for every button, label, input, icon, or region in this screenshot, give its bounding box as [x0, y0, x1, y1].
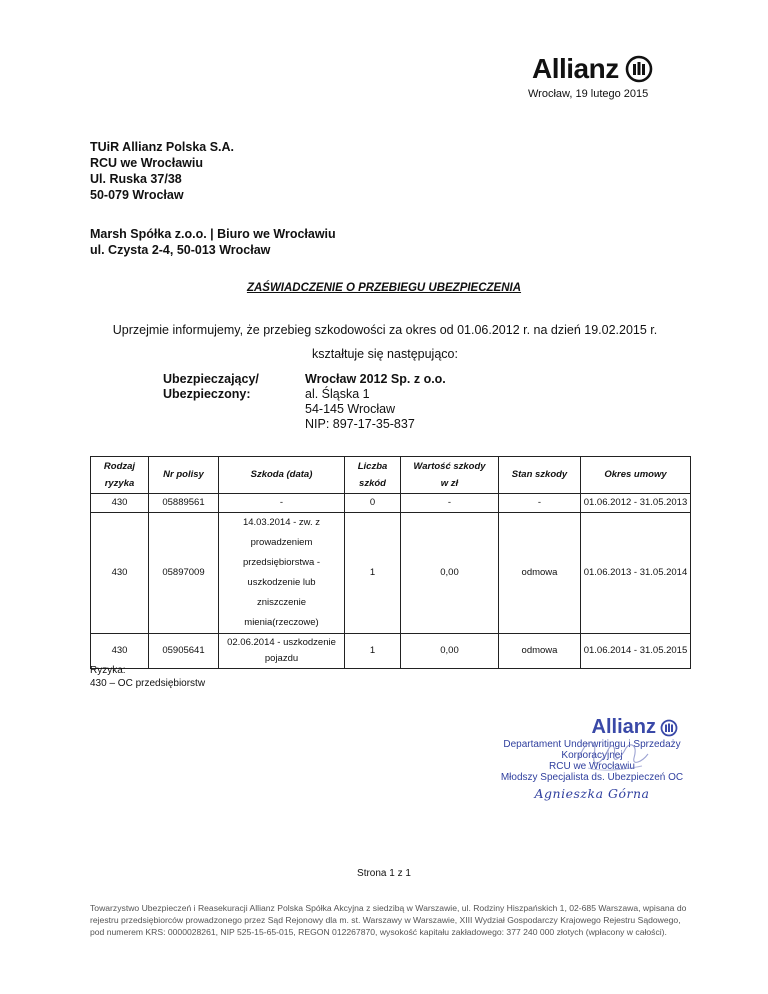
- insured-details: [305, 372, 446, 432]
- cell-rodzaj: 430: [91, 513, 149, 634]
- table-header-row: [91, 457, 691, 494]
- szkoda-line: 02.06.2014 - uszkodzenie: [227, 637, 336, 648]
- recipient-address: [90, 226, 336, 258]
- szkoda-line: pojazdu: [264, 653, 299, 664]
- header-stan-szkody: Stan szkody: [499, 457, 581, 494]
- recipient-line: Marsh Spółka z.o.o. | Biuro we Wrocławiu: [90, 227, 336, 241]
- cell-polisa: 05897009: [149, 513, 219, 634]
- stamp-position: Młodszy Specjalista ds. Ubezpieczeń OC: [500, 772, 684, 783]
- stamp-department: Departament Underwritingu i Sprzedaży Korporacyjnej: [503, 739, 681, 761]
- handwritten-signature: [568, 728, 652, 780]
- sender-address: [90, 139, 234, 203]
- risk-label: Ryzyka:: [90, 665, 126, 676]
- cell-liczba: 1: [345, 513, 401, 634]
- risk-value: 430 – OC przedsiębiorstw: [90, 678, 206, 689]
- szkoda-line: przedsiębiorstwa -: [242, 557, 321, 568]
- cell-wartosc: -: [401, 494, 499, 513]
- header-okres-umowy: Okres umowy: [581, 457, 691, 494]
- cell-wartosc: 0,00: [401, 513, 499, 634]
- recipient-line: ul. Czysta 2-4, 50-013 Wrocław: [90, 243, 271, 257]
- cell-rodzaj: 430: [91, 494, 149, 513]
- header-rodzaj-ryzyka: Rodzaj ryzyka: [91, 457, 149, 494]
- table-row: [91, 513, 691, 634]
- claims-table: [90, 456, 691, 669]
- cell-wartosc: 0,00: [401, 634, 499, 669]
- sender-line: Ul. Ruska 37/38: [90, 172, 182, 186]
- cell-polisa: 05889561: [149, 494, 219, 513]
- allianz-logo: [532, 53, 653, 85]
- cell-rodzaj: 430: [91, 634, 149, 669]
- stamp-eagle-icon: [660, 719, 678, 737]
- cell-polisa: 05905641: [149, 634, 219, 669]
- cell-okres: 01.06.2012 - 31.05.2013: [581, 494, 691, 513]
- cell-szkoda: -: [219, 494, 345, 513]
- stamp-unit: RCU we Wrocławiu: [549, 761, 635, 772]
- insured-label: [163, 372, 259, 402]
- allianz-eagle-icon: [625, 55, 653, 83]
- insured-nip: NIP: 897-17-35-837: [305, 417, 415, 431]
- risk-legend: [90, 664, 205, 690]
- cell-szkoda: [219, 513, 345, 634]
- szkoda-line: zniszczenie: [256, 597, 307, 608]
- intro-paragraph: Uprzejmie informujemy, że przebieg szkodowości za okres od 01.06.2012 r. na dzień 19.02.2015 r. kształtuje się następująco:: [112, 323, 658, 361]
- insured-label-line: Ubezpieczający/: [163, 372, 259, 386]
- sender-line: TUiR Allianz Polska S.A.: [90, 140, 235, 154]
- szkoda-line: prowadzeniem: [250, 537, 313, 548]
- stamp-person-name: Agnieszka Górna: [534, 786, 650, 801]
- cell-stan: odmowa: [499, 513, 581, 634]
- page-number: Strona 1 z 1: [357, 868, 411, 879]
- header-nr-polisy: Nr polisy: [149, 457, 219, 494]
- document-title: ZAŚWIADCZENIE O PRZEBIEGU UBEZPIECZENIA: [246, 282, 522, 294]
- logo-wordmark: Allianz: [532, 53, 619, 84]
- letter-date: Wrocław, 19 lutego 2015: [528, 88, 649, 100]
- cell-stan: -: [499, 494, 581, 513]
- cell-liczba: 0: [345, 494, 401, 513]
- cell-stan: odmowa: [499, 634, 581, 669]
- cell-okres: 01.06.2014 - 31.05.2015: [581, 634, 691, 669]
- szkoda-line: uszkodzenie lub: [247, 577, 316, 588]
- cell-liczba: 1: [345, 634, 401, 669]
- insured-label-line: Ubezpieczony:: [163, 387, 251, 401]
- szkoda-line: 14.03.2014 - zw. z: [242, 517, 321, 528]
- sender-line: 50-079 Wrocław: [90, 188, 184, 202]
- insured-address-line: al. Śląska 1: [305, 387, 370, 401]
- legal-footer: Towarzystwo Ubezpieczeń i Reasekuracji Allianz Polska Spółka Akcyjna z siedzibą w Warszawie, ul. Rodziny Hiszpańskich 1, 02-685 Warszawa, wpisana do rejestru przedsiębiorców prowadzonego przez Sąd Rejonowy dla m. st. Warszawy w Warszawie, XIII Wydział Gospodarczy Krajowego Rejestru Sądowego, pod numerem KRS: 0000028261, NIP 525-15-65-015, REGON 012267870, wysokość kapitału zakładowego: 377 240 000 złotych (wpłacony w całości).: [90, 903, 687, 937]
- sender-line: RCU we Wrocławiu: [90, 156, 203, 170]
- cell-okres: 01.06.2013 - 31.05.2014: [581, 513, 691, 634]
- insured-name: Wrocław 2012 Sp. z o.o.: [305, 372, 446, 386]
- header-wartosc-szkody: Wartość szkody w zł: [401, 457, 499, 494]
- szkoda-line: mienia(rzeczowe): [244, 617, 319, 628]
- cell-szkoda: [219, 634, 345, 669]
- header-szkoda-data: Szkoda (data): [219, 457, 345, 494]
- table-row: [91, 494, 691, 513]
- insured-address-line: 54-145 Wrocław: [305, 402, 396, 416]
- stamp-wordmark: Allianz: [591, 716, 656, 738]
- header-liczba-szkod: Liczba szkód: [345, 457, 401, 494]
